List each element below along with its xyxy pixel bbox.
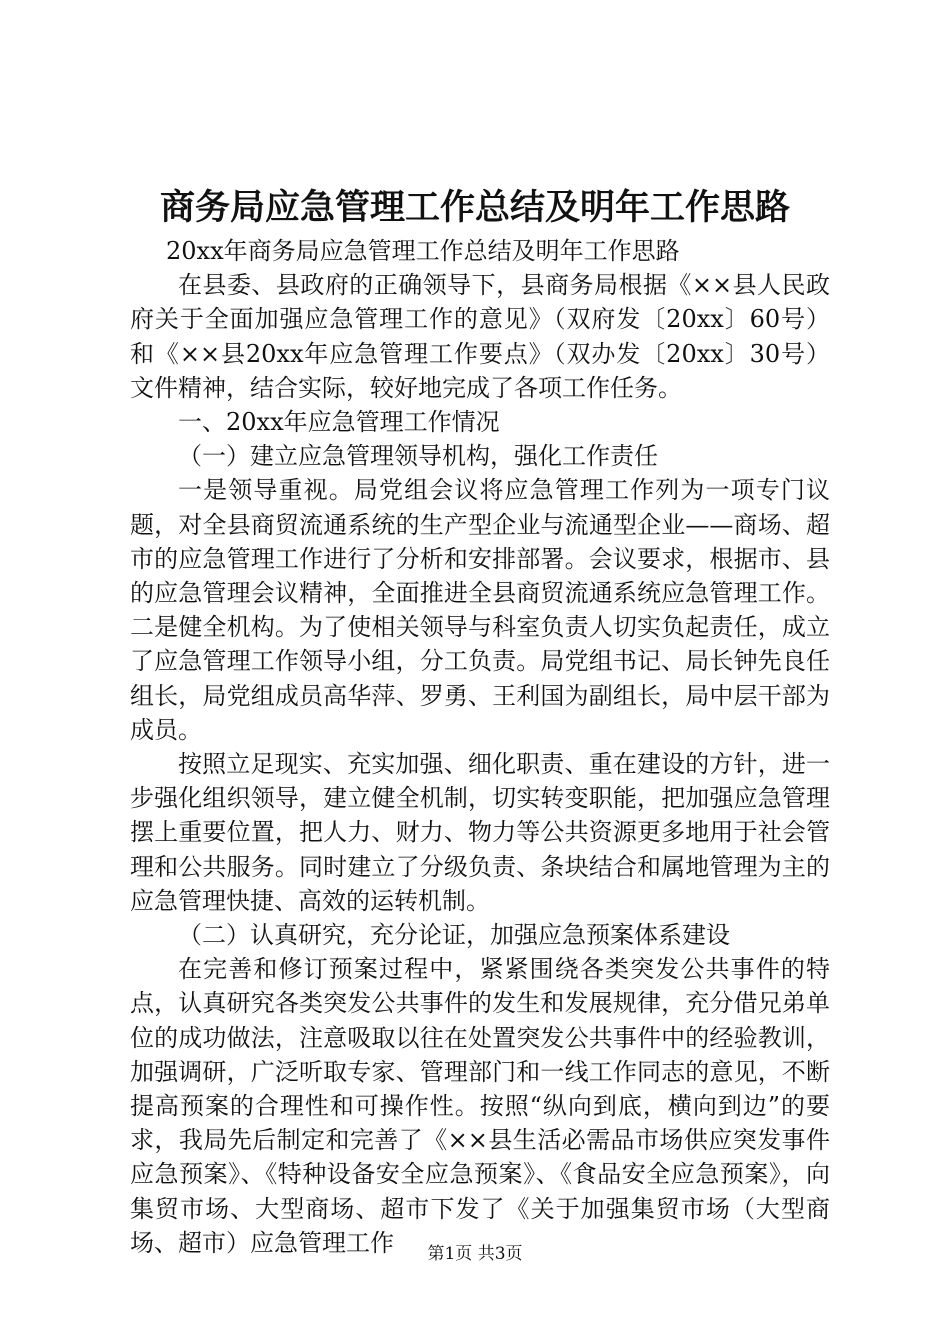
paragraph-mechanism: 按照立足现实、充实加强、细化职责、重在建设的方针，进一步强化组织领导，建立健全机制，切实转变职能，把加强应急管理摆上重要位置，把人力、财力、物力等公共资源更多地用于社会管理和公共服务。同时建立了分级负责、条块结合和属地管理为主的应急管理快捷、高效的运转机制。 — [130, 750, 830, 915]
document-body — [130, 234, 830, 1260]
section-heading-1: 一、20xx年应急管理工作情况 — [178, 408, 500, 437]
paragraph-intro: 在县委、县政府的正确领导下，县商务局根据《××县人民政府关于全面加强应急管理工作的意见》（双府发〔20xx〕60号）和《××县20xx年应急管理工作要点》（双办发〔20xx〕30号）文件精神，结合实际，较好地完成了各项工作任务。 — [130, 271, 830, 402]
page-footer: 第1页 共3页 — [427, 1244, 523, 1264]
subsection-heading-1: （一）建立应急管理领导机构，强化工作责任 — [178, 442, 658, 471]
subsection-heading-2: （二）认真研究，充分论证，加强应急预案体系建设 — [178, 921, 730, 950]
document-title: 商务局应急管理工作总结及明年工作思路 — [159, 187, 790, 228]
document-subtitle: 20xx年商务局应急管理工作总结及明年工作思路 — [166, 237, 680, 265]
paragraph-plans: 在完善和修订预案过程中，紧紧围绕各类突发公共事件的特点，认真研究各类突发公共事件的发生和发展规律，充分借兄弟单位的成功做法，注意吸取以往在处置突发公共事件中的经验教训，加强调研，广泛听取专家、管理部门和一线工作同志的意见，不断提高预案的合理性和可操作性。按照“纵向到底，横向到边”的要求，我局先后制定和完善了《××县生活必需品市场供应突发事件应急预案》、《特种设备安全应急预案》、《食品安全应急预案》，向集贸市场、大型商场、超市下发了《关于加强集贸市场（大型商场、超市）应急管理工作 — [130, 955, 830, 1257]
paragraph-leadership: 一是领导重视。局党组会议将应急管理工作列为一项专门议题，对全县商贸流通系统的生产型企业与流通型企业——商场、超市的应急管理工作进行了分析和安排部署。会议要求，根据市、县的应急管理会议精神，全面推进全县商贸流通系统应急管理工作。二是健全机构。为了使相关领导与科室负责人切实负起责任，成立了应急管理工作领导小组，分工负责。局党组书记、局长钟先良任组长，局党组成员高华萍、罗勇、王利国为副组长，局中层干部为成员。 — [130, 476, 830, 744]
